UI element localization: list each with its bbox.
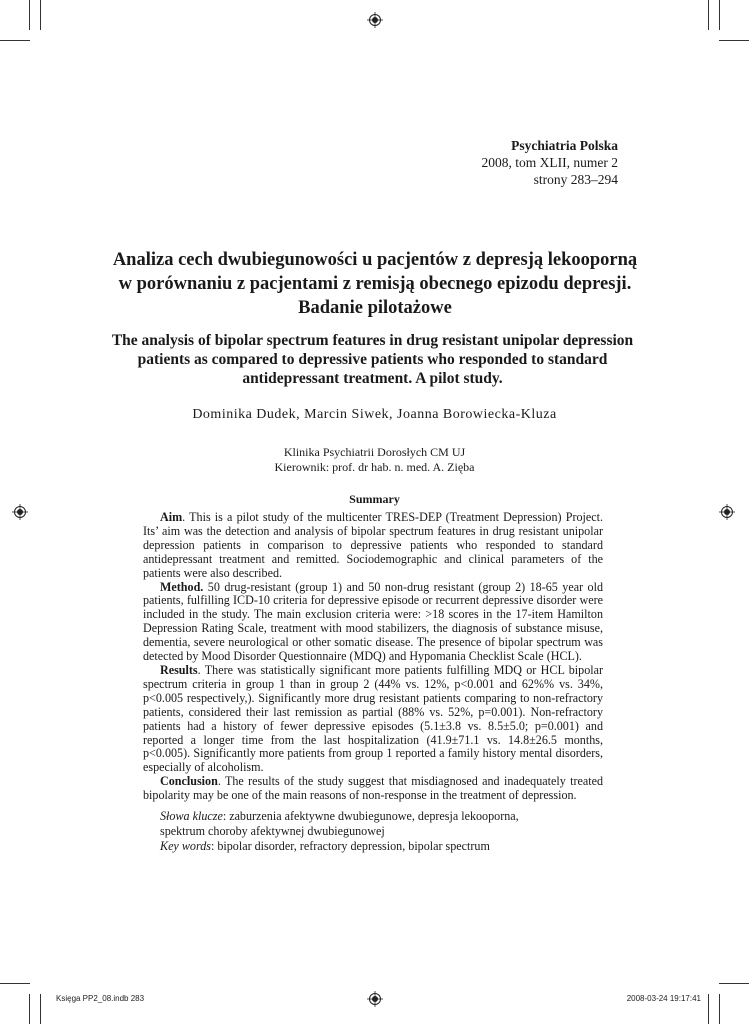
- summary-heading: Summary: [349, 492, 400, 506]
- crop-mark: [719, 994, 720, 1024]
- registration-mark-icon: [367, 12, 383, 28]
- keywords-pl-label: Słowa klucze: [160, 809, 223, 823]
- title-polish: Analiza cech dwubiegunowości u pacjentów z depresją lekooporną w porównaniu z pacjentami z remisją obecnego epizodu depresji. Badanie pilotażowe: [112, 250, 638, 318]
- keywords-pl-line-1: [160, 809, 610, 824]
- journal-info: [482, 137, 618, 188]
- affiliation-clinic: Klinika Psychiatrii Dorosłych CM UJ: [283, 445, 466, 459]
- crop-mark: [29, 0, 30, 30]
- crop-mark: [719, 0, 720, 30]
- keywords-en-label: Key words: [160, 839, 211, 853]
- abstract-aim: [143, 511, 603, 581]
- abstract-conclusion: [143, 775, 603, 803]
- abstract: [143, 511, 603, 803]
- authors: Dominika Dudek, Marcin Siwek, Joanna Borowiecka-Kluza: [192, 407, 557, 422]
- abstract-method: [143, 581, 603, 664]
- conclusion-label: Conclusion: [160, 774, 218, 789]
- results-text: . There was statistically significant more patients fulfilling MDQ or HCL bipolar spectrum criteria in group 1 than in group 2 (44% vs. 12%, p<0.001 and 62%% vs. 34%, p<0.005 respectively,). Significantly more drug resistant patients comparing to non-refractory patients, considered their last remission as partial (88% vs. 52%, p=0.001). Non-refractory patients had a history of fewer depressive episodes (5.1±3.8 vs. 8.5±5.0; p=0.001) and reported a longer time from the last hospitalization (41.9±71.1 vs. 14.8±26.5 months, p<0.005). Significantly more patients from group 1 reported a family history mental disorders, especially of alcoholism.: [143, 662, 603, 775]
- crop-mark: [719, 983, 749, 984]
- crop-mark: [40, 0, 41, 30]
- crop-mark: [0, 40, 30, 41]
- abstract-results: [143, 664, 603, 775]
- crop-mark: [708, 994, 709, 1024]
- affiliation: [0, 445, 749, 475]
- crop-mark: [708, 0, 709, 30]
- method-text: 50 drug-resistant (group 1) and 50 non-drug resistant (group 2) 18-65 year old patients, fulfilling ICD-10 criteria for depressive episode or recurrent depressive disorder were included in the study. The main exclusion criteria were: >18 scores in the 17-item Hamilton Depression Rating Scale, treatment with mood stabilizers, the diagnosis of substance misuse, dementia, severe neurological or other somatic disease. The presence of bipolar spectrum was detected by Mood Disorder Questionnaire (MDQ) and Hypomania Checklist Scale (HCL).: [143, 579, 603, 664]
- crop-mark: [0, 983, 30, 984]
- keywords-en-line: [160, 839, 610, 854]
- registration-mark-icon: [367, 991, 383, 1007]
- journal-name: Psychiatria Polska: [511, 138, 618, 153]
- crop-mark: [40, 994, 41, 1024]
- crop-mark: [719, 40, 749, 41]
- footer-timestamp: 2008-03-24 19:17:41: [626, 994, 701, 1003]
- keywords-pl-text-2: spektrum choroby afektywnej dwubiegunowej: [160, 824, 385, 838]
- aim-text: . This is a pilot study of the multicenter TRES-DEP (Treatment Depression) Project. Its’ aim was the detection and analysis of bipolar spectrum features in drug resistant unipolar depression patients in comparison to depressive patients who responded to standard antidepressant treatment and remitted. Sociodemographic and clinical parameters of the patients were also described.: [143, 510, 603, 580]
- journal-issue: 2008, tom XLII, numer 2: [481, 155, 618, 170]
- affiliation-head: Kierownik: prof. dr hab. n. med. A. Zięba: [274, 460, 475, 474]
- keywords: [160, 809, 610, 854]
- results-label: Results: [160, 662, 198, 677]
- title-english: The analysis of bipolar spectrum features in drug resistant unipolar depression patients as compared to depressive patients who responded to standard antidepressant treatment. A pilot study.: [111, 332, 634, 387]
- keywords-en-text: : bipolar disorder, refractory depression, bipolar spectrum: [210, 839, 490, 853]
- crop-mark: [29, 994, 30, 1024]
- journal-pages: strony 283–294: [533, 172, 618, 187]
- footer-file: Księga PP2_08.indb 283: [56, 994, 145, 1003]
- conclusion-text: . The results of the study suggest that misdiagnosed and inadequately treated bipolarity may be one of the main reasons of non-response in the treatment of depression.: [143, 774, 603, 803]
- aim-label: Aim: [160, 510, 183, 524]
- method-label: Method.: [160, 579, 204, 594]
- keywords-pl-text-1: : zaburzenia afektywne dwubiegunowe, depresja lekooporna,: [222, 809, 519, 823]
